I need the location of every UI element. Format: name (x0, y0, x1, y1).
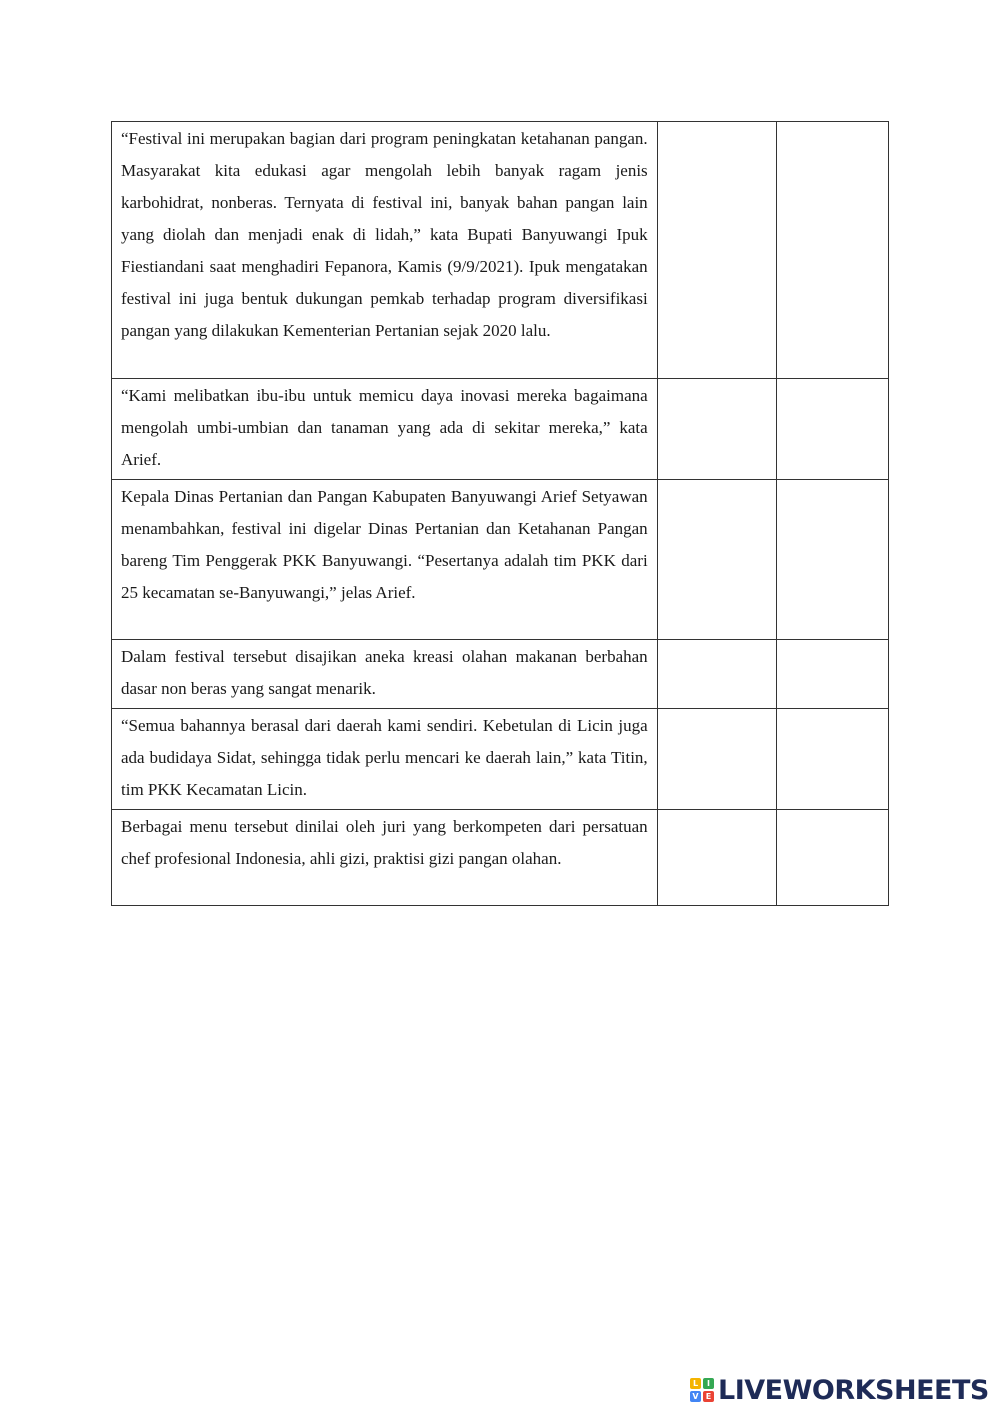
statement-cell: Kepala Dinas Pertanian dan Pangan Kabupaten Banyuwangi Arief Setyawan menambahkan, festival ini digelar Dinas Pertanian dan Ketahanan Pangan bareng Tim Penggerak PKK Banyuwangi. “Pesertanya adalah tim PKK dari 25 kecamatan se-Banyuwangi,” jelas Arief. (112, 480, 658, 640)
table-row (112, 640, 889, 709)
answer-box-2[interactable] (776, 810, 888, 906)
logo-text: LIVEWORKSHEETS (718, 1374, 989, 1406)
table-row (112, 480, 889, 640)
answer-box-1[interactable] (657, 480, 776, 640)
liveworksheets-logo (690, 1373, 989, 1407)
table-row (112, 709, 889, 810)
logo-mark-tile: V (690, 1391, 701, 1402)
table-row (112, 810, 889, 906)
answer-box-1[interactable] (657, 810, 776, 906)
statement-cell: Dalam festival tersebut disajikan aneka kreasi olahan makanan berbahan dasar non beras yang sangat menarik. (112, 640, 658, 709)
answer-box-1[interactable] (657, 122, 776, 379)
statement-cell: “Festival ini merupakan bagian dari program peningkatan ketahanan pangan. Masyarakat kita edukasi agar mengolah lebih banyak ragam jenis karbohidrat, nonberas. Ternyata di festival ini, banyak bahan pangan lain yang diolah dan menjadi enak di lidah,” kata Bupati Banyuwangi Ipuk Fiestiandani saat menghadiri Fepanora, Kamis (9/9/2021). Ipuk mengatakan festival ini juga bentuk dukungan pemkab terhadap program diversifikasi pangan yang dilakukan Kementerian Pertanian sejak 2020 lalu. (112, 122, 658, 379)
logo-mark-tile: E (703, 1391, 714, 1402)
answer-box-2[interactable] (776, 480, 888, 640)
answer-box-1[interactable] (657, 709, 776, 810)
answer-box-2[interactable] (776, 640, 888, 709)
worksheet-table (111, 121, 889, 906)
table-row (112, 122, 889, 379)
answer-box-1[interactable] (657, 379, 776, 480)
statement-cell: “Semua bahannya berasal dari daerah kami sendiri. Kebetulan di Licin juga ada budidaya Sidat, sehingga tidak perlu mencari ke daerah lain,” kata Titin, tim PKK Kecamatan Licin. (112, 709, 658, 810)
logo-mark-tile: I (703, 1378, 714, 1389)
answer-box-2[interactable] (776, 379, 888, 480)
logo-mark-icon (690, 1378, 714, 1402)
statement-cell: “Kami melibatkan ibu-ibu untuk memicu daya inovasi mereka bagaimana mengolah umbi-umbian dan tanaman yang ada di sekitar mereka,” kata Arief. (112, 379, 658, 480)
statement-cell: Berbagai menu tersebut dinilai oleh juri yang berkompeten dari persatuan chef profesional Indonesia, ahli gizi, praktisi gizi pangan olahan. (112, 810, 658, 906)
answer-box-2[interactable] (776, 122, 888, 379)
logo-mark-tile: L (690, 1378, 701, 1389)
table-row (112, 379, 889, 480)
answer-box-2[interactable] (776, 709, 888, 810)
answer-box-1[interactable] (657, 640, 776, 709)
